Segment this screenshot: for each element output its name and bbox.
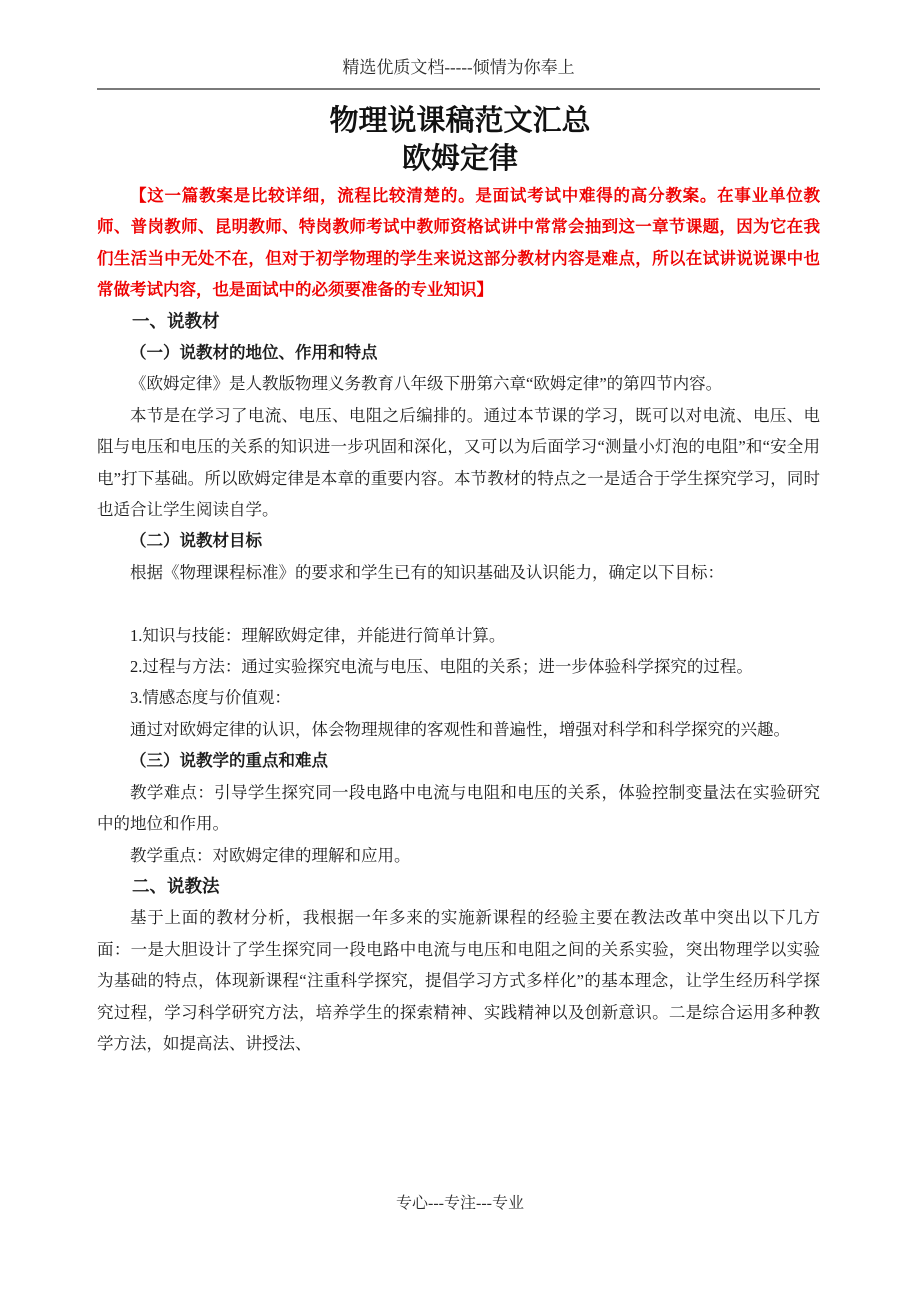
paragraph: 2.过程与方法：通过实验探究电流与电压、电阻的关系；进一步体验科学探究的过程。 <box>130 657 753 677</box>
paragraph: 基于上面的教材分析，我根据一年多来的实施新课程的经验主要在教法改革中突出以下几方面：一是大胆设计了学生探究同一段电路中电流与电压和电阻之间的关系实验，突出物理学以实验为基础的特点，体现新课程“注重科学探究，提倡学习方式多样化”的基本理念，让学生经历科学探究过程，学习科学研究方法，培养学生的探索精神、实践精神以及创新意识。二是综合运用多种教学方法，如提高法、讲授法、 <box>97 908 820 1053</box>
paragraph: 教学难点：引导学生探究同一段电路中电流与电阻和电压的关系，体验控制变量法在实验研究中的地位和作用。 <box>97 782 820 834</box>
subsection-heading: （二）说教材目标 <box>130 531 262 551</box>
subsection-heading: （三）说教学的重点和难点 <box>130 751 328 771</box>
intro-note-paragraph: 【这一篇教案是比较详细，流程比较清楚的。是面试考试中难得的高分教案。在事业单位教师、普岗教师、昆明教师、特岗教师考试中教师资格试讲中常常会抽到这一章节课题，因为它在我们生活当中无处不在，但对于初学物理的学生来说这部分教材内容是难点，所以在试讲说说课中也常做考试内容，也是面试中的必须要准备的专业知识】 <box>97 186 820 300</box>
subsection-heading: （一）说教材的地位、作用和特点 <box>130 343 378 363</box>
document-title <box>0 102 920 178</box>
paragraph: 教学重点：对欧姆定律的理解和应用。 <box>130 845 411 865</box>
document-title-line2: 欧姆定律 <box>401 143 518 175</box>
document-title-line1: 物理说课稿范文汇总 <box>329 105 591 137</box>
document-body <box>97 180 820 1059</box>
blank-line <box>97 588 820 619</box>
paragraph: 通过对欧姆定律的认识，体会物理规律的客观性和普遍性，增强对科学和科学探究的兴趣。 <box>130 719 790 739</box>
page-header: 精选优质文档-----倾情为你奉上 <box>97 0 820 90</box>
paragraph: 3.情感态度与价值观： <box>130 688 291 708</box>
section-heading: 二、说教法 <box>132 875 220 896</box>
paragraph: 根据《物理课程标准》的要求和学生已有的知识基础及认识能力，确定以下目标： <box>130 562 724 582</box>
paragraph: 《欧姆定律》是人教版物理义务教育八年级下册第六章“欧姆定律”的第四节内容。 <box>130 374 723 394</box>
page-footer: 专心---专注---专业 <box>396 1195 524 1212</box>
section-heading: 一、说教材 <box>132 310 220 331</box>
paragraph: 1.知识与技能：理解欧姆定律，并能进行简单计算。 <box>130 625 506 645</box>
paragraph: 本节是在学习了电流、电压、电阻之后编排的。通过本节课的学习，既可以对电流、电压、电阻与电压和电压的关系的知识进一步巩固和深化，又可以为后面学习“测量小灯泡的电阻”和“安全用电”打下基础。所以欧姆定律是本章的重要内容。本节教材的特点之一是适合于学生探究学习，同时也适合让学生阅读自学。 <box>97 405 820 520</box>
